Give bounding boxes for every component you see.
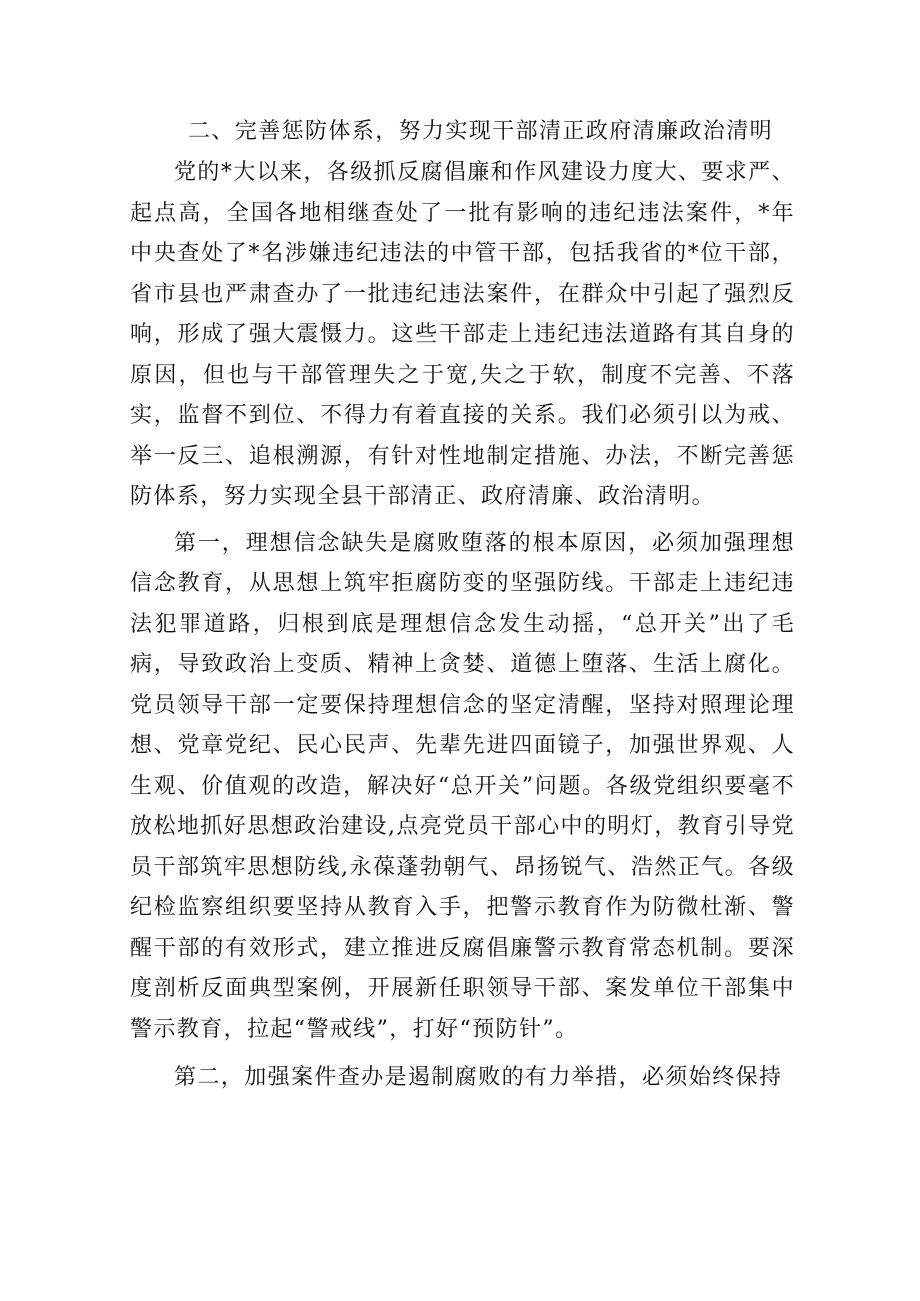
paragraph-first-point: 第一，理想信念缺失是腐败堕落的根本原因，必须加强理想信念教育，从思想上筑牢拒腐防变的坚强防线。干部走上违纪违法犯罪道路，归根到底是理想信念发生动摇，“总开关”出了毛病，导致政治上变质、精神上贪婪、道德上堕落、生活上腐化。党员领导干部一定要保持理想信念的坚定清醒，坚持对照理论理想、党章党纪、民心民声、先辈先进四面镜子，加强世界观、人生观、价值观的改造，解决好“总开关”问题。各级党组织要毫不放松地抓好思想政治建设,点亮党员干部心中的明灯，教育引导党员干部筑牢思想防线,永葆蓬勃朝气、昂扬锐气、浩然正气。各级纪检监察组织要坚持从教育入手，把警示教育作为防微杜渐、警醒干部的有效形式，建立推进反腐倡廉警示教育常态机制。要深度剖析反面典型案例，开展新任职领导干部、案发单位干部集中警示教育，拉起“警戒线”，打好“预防针”。 <box>130 530 795 1042</box>
paragraph-second-point: 第二，加强案件查办是遏制腐败的有力举措，必须始终保持 <box>174 1065 783 1090</box>
section-heading: 二、完善惩防体系，努力实现干部清正政府清廉政治清明 <box>188 119 774 144</box>
document-body <box>130 110 795 1099</box>
paragraph-intro: 党的*大以来，各级抓反腐倡廉和作风建设力度大、要求严、起点高，全国各地相继查处了一批有影响的违纪违法案件，*年中央查处了*名涉嫌违纪违法的中管干部，包括我省的*位干部，省市县也严肃查办了一批违纪违法案件，在群众中引起了强烈反响，形成了强大震慑力。这些干部走上违纪违法道路有其自身的原因，但也与干部管理失之于宽,失之于软，制度不完善、不落实，监督不到位、不得力有着直接的关系。我们必须引以为戒、举一反三、追根溯源，有针对性地制定措施、办法，不断完善惩防体系，努力实现全县干部清正、政府清廉、政治清明。 <box>130 160 795 509</box>
